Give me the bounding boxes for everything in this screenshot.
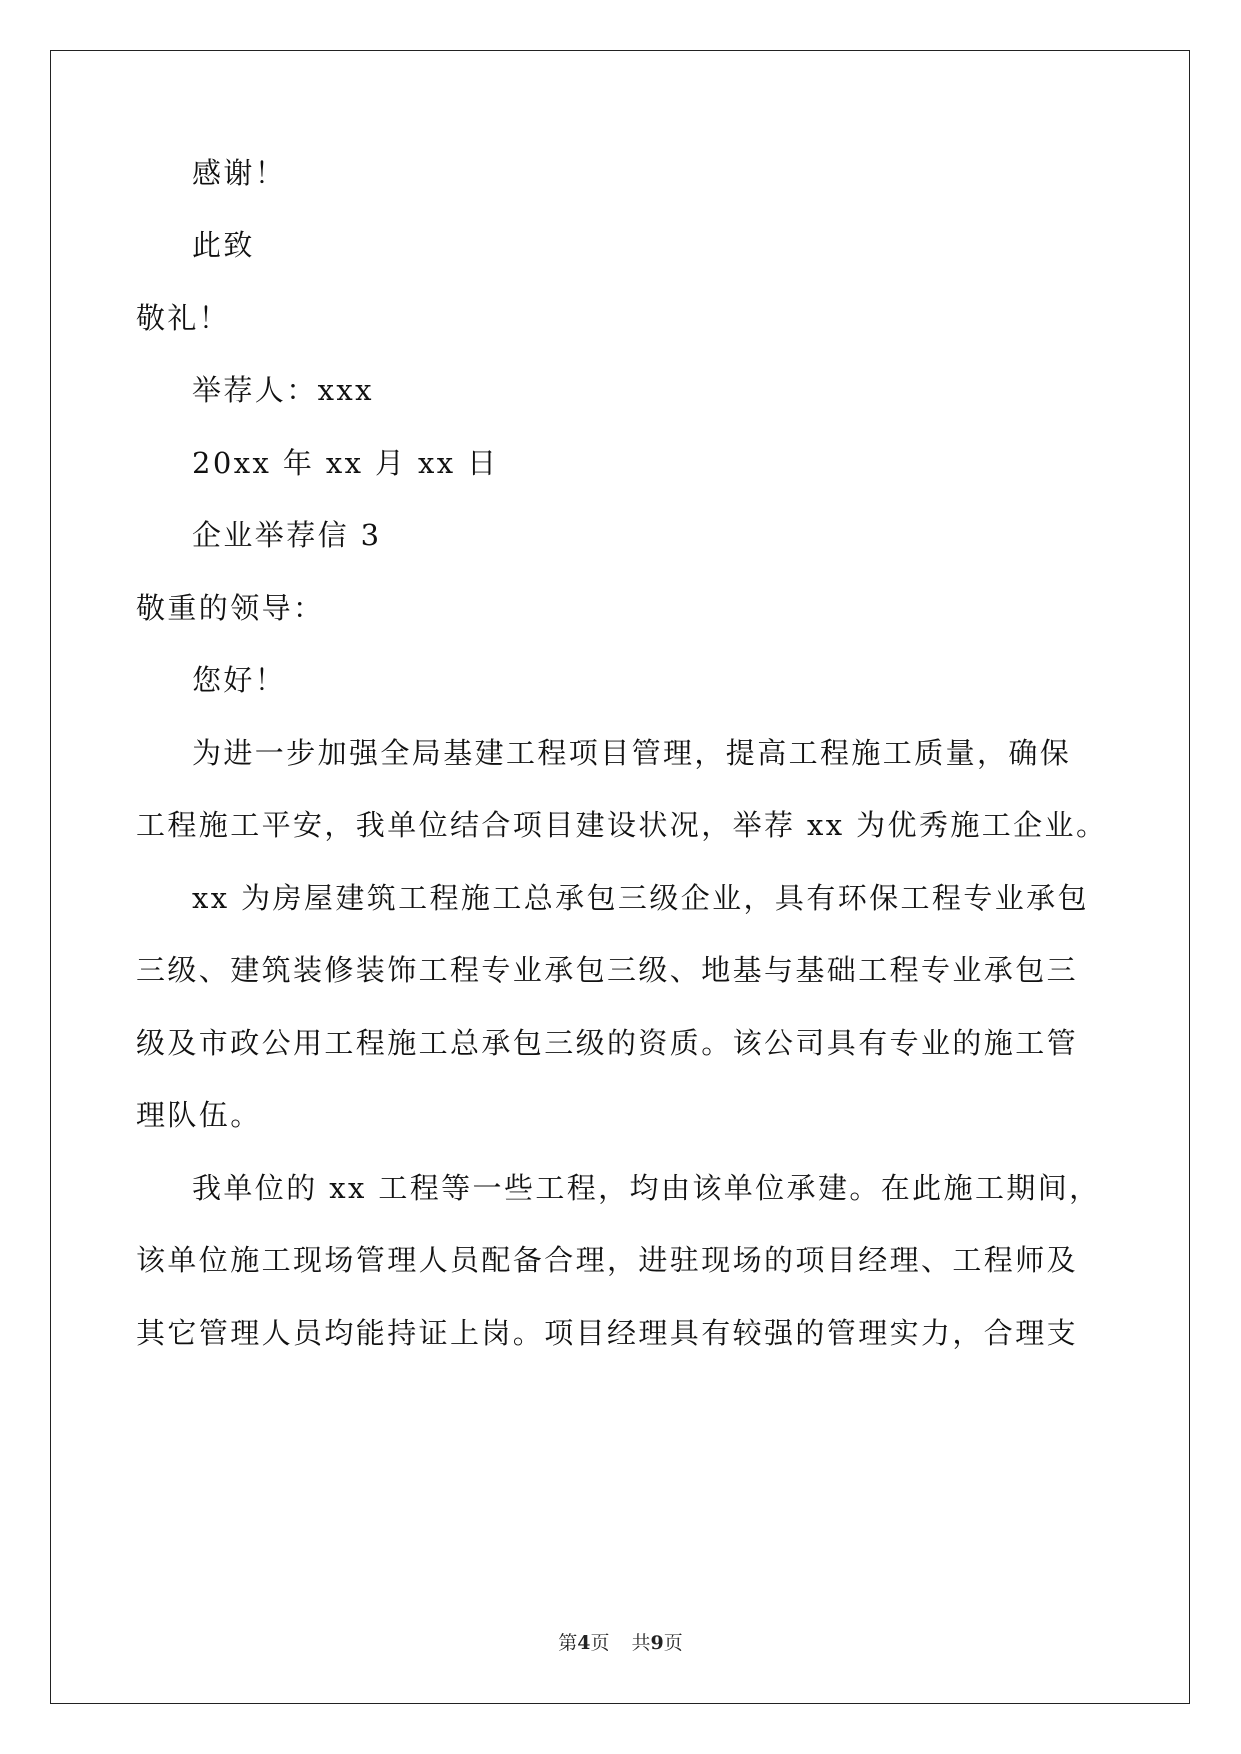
section-heading: 企业举荐信 3 (192, 518, 382, 552)
footer-page-current: 4 (577, 1632, 591, 1654)
footer-page-suffix: 页 (590, 1632, 610, 1654)
footer-page-total: 9 (650, 1632, 664, 1654)
body-paragraph-line: 理队伍。 (136, 1098, 262, 1132)
recommender-line: 举荐人：xxx (192, 373, 374, 407)
body-paragraph-line: 为进一步加强全局基建工程项目管理，提高工程施工质量，确保 (192, 736, 1072, 770)
letter-greeting: 敬重的领导： (136, 591, 325, 625)
body-paragraph-line: 该单位施工现场管理人员配备合理，进驻现场的项目经理、工程师及 (136, 1243, 1079, 1277)
footer-total-prefix: 共 (631, 1632, 651, 1654)
date-line: 20xx 年 xx 月 xx 日 (192, 446, 499, 480)
footer-page-prefix: 第 (558, 1632, 578, 1654)
body-paragraph-line: xx 为房屋建筑工程施工总承包三级企业，具有环保工程专业承包 (192, 881, 1089, 915)
body-paragraph-line: 我单位的 xx 工程等一些工程，均由该单位承建。在此施工期间， (192, 1171, 1101, 1205)
page-footer (0, 1631, 1241, 1655)
greeting-hello: 您好！ (192, 663, 287, 697)
footer-total-suffix: 页 (663, 1632, 683, 1654)
body-paragraph-line: 工程施工平安，我单位结合项目建设状况，举荐 xx 为优秀施工企业。 (136, 808, 1108, 842)
body-paragraph-line: 三级、建筑装修装饰工程专业承包三级、地基与基础工程专业承包三 (136, 953, 1079, 987)
closing-thanks: 感谢！ (192, 156, 287, 190)
body-paragraph-line: 其它管理人员均能持证上岗。项目经理具有较强的管理实力，合理支 (136, 1316, 1079, 1350)
closing-regards: 敬礼！ (136, 301, 231, 335)
body-paragraph-line: 级及市政公用工程施工总承包三级的资质。该公司具有专业的施工管 (136, 1026, 1079, 1060)
closing-salutation: 此致 (192, 228, 255, 262)
